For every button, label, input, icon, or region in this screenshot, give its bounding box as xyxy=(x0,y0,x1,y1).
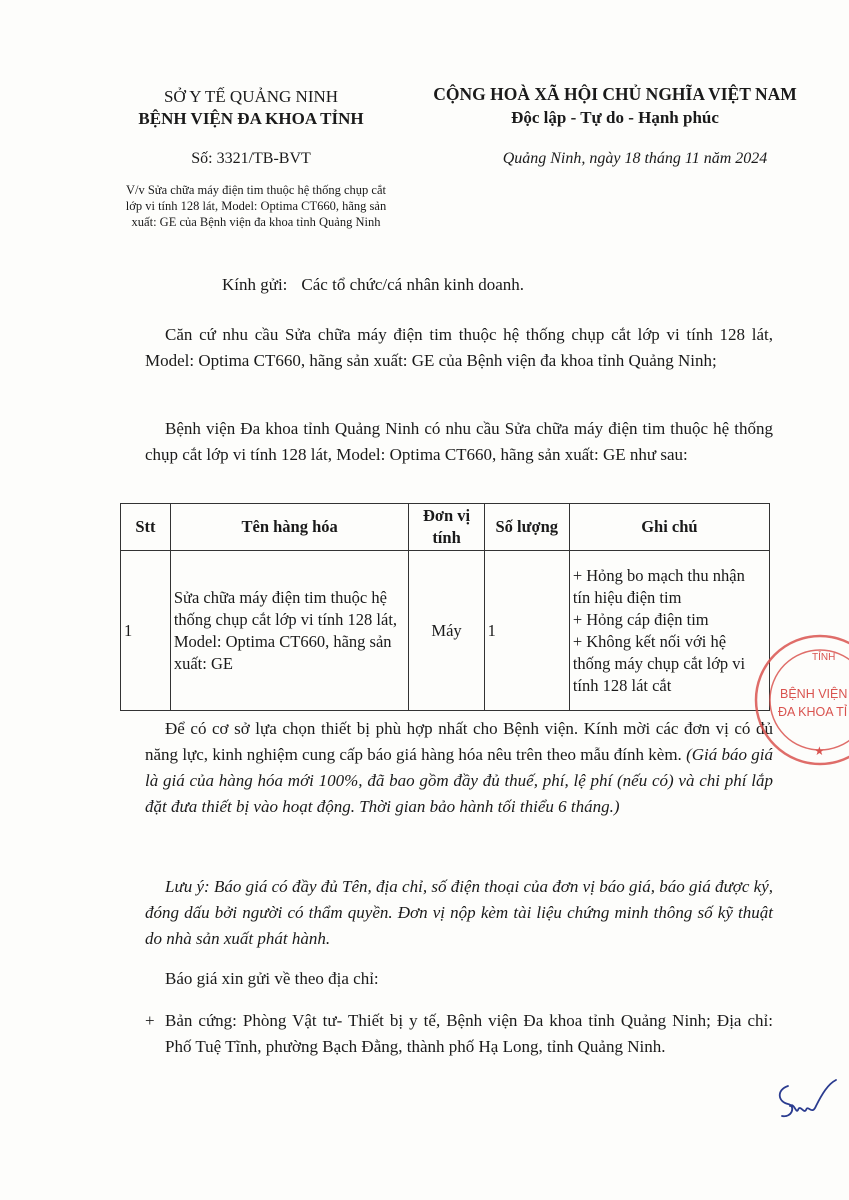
national-title-block xyxy=(400,82,830,130)
cell-stt: 1 xyxy=(121,551,171,711)
svg-text:ĐA KHOA TỈ: ĐA KHOA TỈ xyxy=(778,705,848,719)
note-line: + Hỏng bo mạch thu nhận tín hiệu điện tim xyxy=(572,565,745,607)
address-text: Bản cứng: Phòng Vật tư- Thiết bị y tế, Bệnh viện Đa khoa tỉnh Quảng Ninh; Địa chỉ: Phố Tuệ Tĩnh, phường Bạch Đằng, thành phố Hạ Long, tỉnh Quảng Ninh. xyxy=(165,1011,773,1056)
paragraph-address-intro: Báo giá xin gửi về theo địa chỉ: xyxy=(165,969,379,988)
greeting-label: Kính gửi: xyxy=(222,275,288,294)
national-motto: Độc lập - Tự do - Hạnh phúc xyxy=(511,108,719,127)
cell-unit: Máy xyxy=(409,551,484,711)
greeting-recipient: Các tổ chức/cá nhân kinh doanh. xyxy=(301,275,525,294)
note-line: + Hỏng cáp điện tim xyxy=(572,609,709,629)
paragraph-need: Bệnh viện Đa khoa tỉnh Quảng Ninh có nhu cầu Sửa chữa máy điện tim thuộc hệ thống chụp cắt lớp vi tính 128 lát, Model: Optima CT660, hãng sản xuất: GE như sau: xyxy=(145,419,773,464)
signature-mark xyxy=(770,1076,840,1136)
header-stt: Stt xyxy=(121,504,171,551)
table-header-row xyxy=(121,504,770,551)
goods-table xyxy=(120,503,770,711)
document-number: Số: 3321/TB-BVT xyxy=(191,150,311,167)
svg-text:BỆNH VIỆN: BỆNH VIỆN xyxy=(780,687,848,701)
document-subject: V/v Sửa chữa máy điện tim thuộc hệ thống chụp cắt lớp vi tính 128 lát, Model: Optima CT660, hãng sản xuất: GE của Bệnh viện đa khoa tỉnh Quảng Ninh xyxy=(125,183,387,229)
address-item xyxy=(145,1008,773,1060)
paragraph-note: Lưu ý: Báo giá có đầy đủ Tên, địa chỉ, số điện thoại của đơn vị báo giá, báo giá được ký, đóng dấu bởi người có thẩm quyền. Đơn vị nộp kèm tài liệu chứng minh thông số kỹ thuật do nhà sản xuất phát hành. xyxy=(145,877,773,948)
cell-notes xyxy=(569,551,769,711)
hospital-seal xyxy=(750,630,849,770)
greeting xyxy=(222,275,524,295)
invitation-conditions: (Giá báo giá là giá của hàng hóa mới 100%, đã bao gồm đầy đủ thuế, phí, lệ phí (nếu có) và chi phí lắp đặt đưa thiết bị vào hoạt động. Thời gian bảo hành tối thiểu 6 tháng.) xyxy=(145,745,773,816)
cell-quantity: 1 xyxy=(484,551,569,711)
note-line: + Không kết nối với hệ thống máy chụp cắt lớp vi tính 128 lát cắt xyxy=(572,631,746,695)
header-unit: Đơn vị tính xyxy=(409,504,484,551)
issuer-hospital: BỆNH VIỆN ĐA KHOA TỈNH xyxy=(138,109,364,128)
issuer-department: SỞ Y TẾ QUẢNG NINH xyxy=(163,87,339,106)
cell-item-name: Sửa chữa máy điện tim thuộc hệ thống chụp cắt lớp vi tính 128 lát, Model: Optima CT660, hãng sản xuất: GE xyxy=(170,551,409,711)
header-quantity: Số lượng xyxy=(484,504,569,551)
paragraph-basis: Căn cứ nhu cầu Sửa chữa máy điện tim thuộc hệ thống chụp cắt lớp vi tính 128 lát, Model: Optima CT660, hãng sản xuất: GE của Bệnh viện đa khoa tỉnh Quảng Ninh; xyxy=(145,325,773,370)
invitation-text: Để có cơ sở lựa chọn thiết bị phù hợp nhất cho Bệnh viện. Kính mời các đơn vị có đủ năng lực, kinh nghiệm cung cấp báo giá hàng hóa nêu trên theo mẫu đính kèm. xyxy=(145,719,773,764)
paragraph-invitation xyxy=(145,716,773,820)
country-name: CỘNG HOÀ XÃ HỘI CHỦ NGHĨA VIỆT NAM xyxy=(433,84,797,104)
document-date: Quảng Ninh, ngày 18 tháng 11 năm 2024 xyxy=(502,150,768,167)
header-notes: Ghi chú xyxy=(569,504,769,551)
svg-text:★: ★ xyxy=(814,744,825,758)
issuer-block xyxy=(96,86,406,130)
header-item-name: Tên hàng hóa xyxy=(170,504,409,551)
svg-text:TỈNH: TỈNH xyxy=(812,652,836,663)
bullet-plus: + xyxy=(145,1011,155,1030)
table-row xyxy=(121,551,770,711)
